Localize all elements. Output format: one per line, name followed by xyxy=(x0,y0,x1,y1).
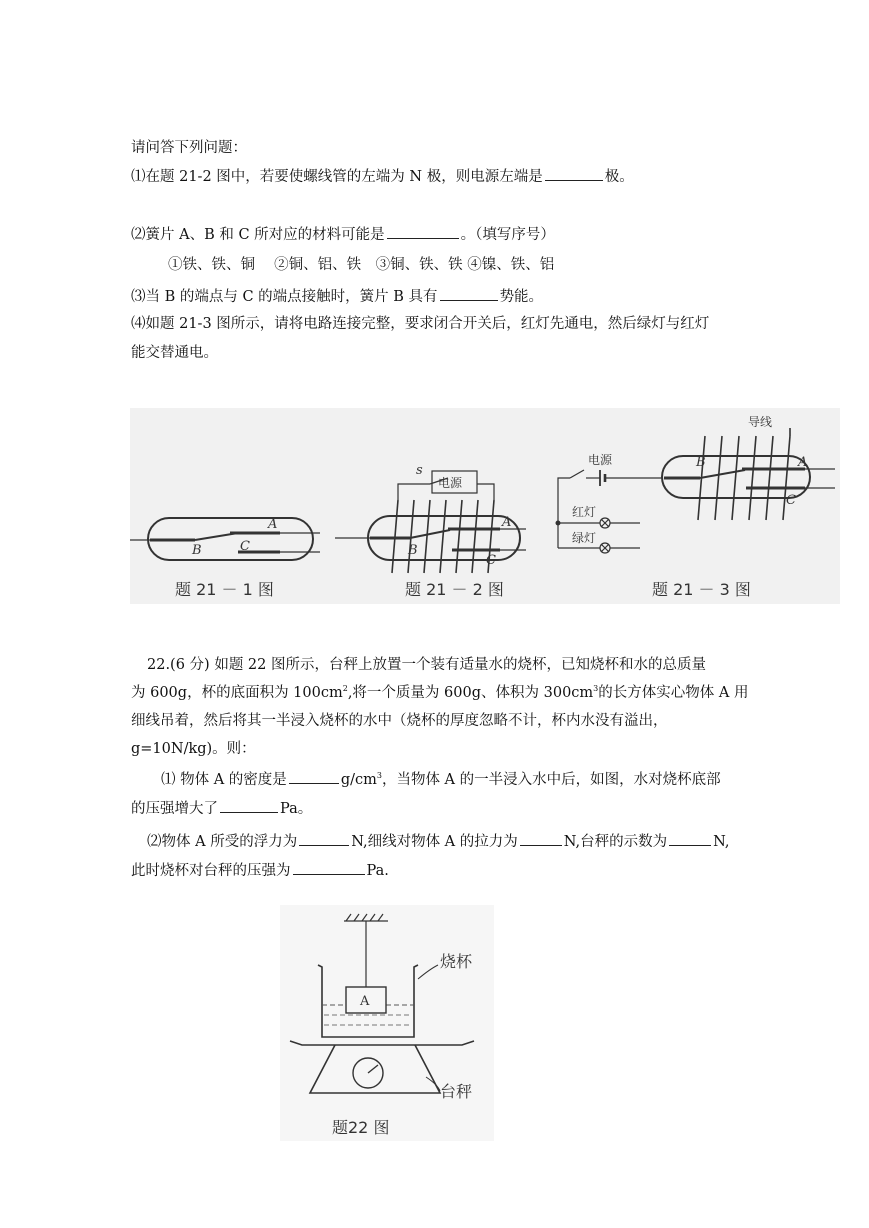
junction-dot xyxy=(556,521,561,526)
power-label-3: 电源 xyxy=(588,453,613,467)
label-C-fig2: C xyxy=(486,553,496,568)
figure-22-caption: 题22 图 xyxy=(332,1118,390,1137)
answer-blank-2[interactable] xyxy=(387,223,459,239)
figure-21 xyxy=(130,408,840,604)
green-lamp-label: 绿灯 xyxy=(572,531,597,545)
q21-part4-line2: 能交替通电。 xyxy=(131,345,218,361)
answer-blank-5[interactable] xyxy=(220,797,278,813)
q21-part1-text: ⑴在题 21-2 图中，若要使螺线管的左端为 N 极，则电源左端是 xyxy=(131,169,543,185)
answer-blank-9[interactable] xyxy=(293,859,365,875)
q22-sub1-line2 xyxy=(131,797,312,819)
q21-options: ①铁、铁、铜 ②铜、铝、铁 ③铜、铁、铁 ④镍、铁、铝 xyxy=(168,257,555,273)
q22-sub2-unit: N, xyxy=(713,834,730,850)
label-B-fig3: B xyxy=(696,455,706,470)
label-A-fig1: A xyxy=(268,517,278,532)
q22-sub1-text: ⑴ 物体 A 的密度是 xyxy=(161,772,287,788)
label-B-fig2: B xyxy=(408,543,418,558)
q22-sub1-line2-unit: Pa。 xyxy=(280,801,313,817)
superscript-2: 2 xyxy=(342,684,348,694)
q22-line4: g=10N/kg)。则： xyxy=(131,741,256,757)
answer-blank-4[interactable] xyxy=(289,768,339,784)
q21-part1 xyxy=(131,165,634,187)
q22-sub2-line2-unit: Pa. xyxy=(366,863,389,879)
q21-part2 xyxy=(131,223,555,245)
q21-part3-text: ⑶当 B 的端点与 C 的端点接触时，簧片 B 具有 xyxy=(131,289,438,305)
beaker-label: 烧杯 xyxy=(440,952,473,971)
q21-part3-tail: 势能。 xyxy=(499,289,544,305)
q21-part4-line1: ⑷如题 21-3 图所示，请将电路连接完整，要求闭合开关后，红灯先通电，然后绿灯与红灯 xyxy=(131,316,710,332)
q22-line1: 22.(6 分) 如题 22 图所示，台秤上放置一个装有适量水的烧杯，已知烧杯和水的总质量 xyxy=(147,657,706,673)
q22-sub1 xyxy=(161,768,721,790)
answer-blank-6[interactable] xyxy=(299,830,349,846)
q21-part1-tail: 极。 xyxy=(604,169,634,185)
scale-label: 台秤 xyxy=(440,1082,473,1101)
q21-part3 xyxy=(131,285,543,307)
caption-21-1: 题 21 － 1 图 xyxy=(175,580,274,599)
q21-part2-text: ⑵簧片 A、B 和 C 所对应的材料可能是 xyxy=(131,227,385,243)
wire-label: 导线 xyxy=(748,415,773,429)
label-A-fig3: A xyxy=(798,455,808,470)
q22-line2 xyxy=(131,683,748,703)
caption-21-2: 题 21 － 2 图 xyxy=(405,580,504,599)
q22-sub2-line2-text: 此时烧杯对台秤的压强为 xyxy=(131,863,291,879)
q22-sub2-text: ⑵物体 A 所受的浮力为 xyxy=(147,834,298,850)
q22-sub1-line2-text: 的压强增大了 xyxy=(131,801,218,817)
power-label-2: 电源 xyxy=(438,476,463,490)
answer-blank-8[interactable] xyxy=(669,830,711,846)
q21-part2-tail: 。（填写序号） xyxy=(460,227,555,243)
q22-line2-part3: 的长方体实心物体 A 用 xyxy=(598,685,749,701)
answer-blank-7[interactable] xyxy=(520,830,562,846)
red-lamp-label: 红灯 xyxy=(572,505,597,519)
q22-line2-part2: ,将一个质量为 600g、体积为 300cm xyxy=(347,685,594,701)
q22-line2-part1: 为 600g，杯的底面积为 100cm xyxy=(131,685,343,701)
q22-sub2-text3: N,台秤的示数为 xyxy=(563,834,668,850)
answer-blank-3[interactable] xyxy=(440,285,498,301)
figure-22-background xyxy=(280,905,494,1141)
label-C-fig1: C xyxy=(240,539,250,554)
caption-21-3: 题 21 － 3 图 xyxy=(652,580,751,599)
q21-intro: 请问答下列问题： xyxy=(131,140,247,156)
figure-22 xyxy=(280,905,494,1141)
q22-sub2-line2 xyxy=(131,859,389,881)
superscript-3b: 3 xyxy=(376,771,382,781)
label-C-fig3: C xyxy=(786,493,796,508)
q22-sub2 xyxy=(147,830,730,852)
superscript-3: 3 xyxy=(593,684,599,694)
label-s-fig2: s xyxy=(416,463,423,478)
q22-line3: 细线吊着，然后将其一半浸入烧杯的水中（烧杯的厚度忽略不计，杯内水没有溢出， xyxy=(131,713,668,729)
answer-blank-1[interactable] xyxy=(545,165,603,181)
block-A-label: A xyxy=(360,994,370,1009)
label-A-fig2: A xyxy=(502,515,512,530)
q22-sub2-text2: N,细线对物体 A 的拉力为 xyxy=(351,834,518,850)
q22-sub1-unit: g/cm xyxy=(340,772,377,788)
q22-sub1-rest: ，当物体 A 的一半浸入水中后，如图，水对烧杯底部 xyxy=(381,772,721,788)
label-B-fig1: B xyxy=(192,543,202,558)
